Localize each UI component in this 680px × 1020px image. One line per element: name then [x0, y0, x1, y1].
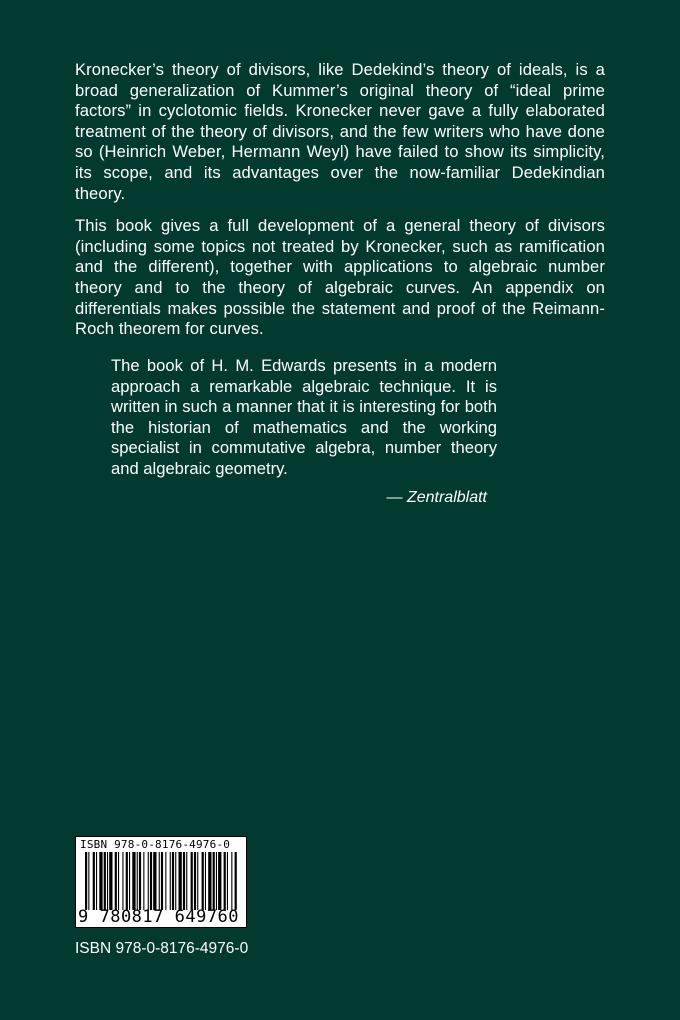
barcode-bar: [208, 852, 211, 910]
barcode-bar: [205, 852, 206, 910]
review-attribution: — Zentralblatt: [386, 488, 487, 506]
barcode-bar: [224, 852, 226, 910]
barcode-bar: [213, 852, 215, 910]
barcode-bar: [96, 852, 97, 910]
barcode-bar: [231, 852, 232, 910]
barcode-bar: [115, 852, 117, 910]
blurb-paragraph-2: This book gives a full development of a general theory of divisors (including some topics not treated by Kronecker, such as ramification and the different), together with applications to algebraic number theory and to the theory of algebraic curves. An appendix on differentials makes possible the statement and proof of the Reimann-Roch theorem for curves.: [75, 216, 605, 339]
barcode-bar: [183, 852, 185, 910]
barcode-bar: [170, 852, 171, 910]
barcode-bar: [165, 852, 166, 910]
isbn-barcode: [75, 836, 247, 928]
barcode-bar: [104, 852, 106, 910]
barcode-bar: [153, 852, 156, 910]
barcode-bar: [122, 852, 123, 910]
barcode-bar: [227, 852, 228, 910]
barcode-isbn-text: ISBN 978-0-8176-4976-0: [80, 838, 231, 851]
barcode-bar: [109, 852, 112, 910]
isbn-text: ISBN 978-0-8176-4976-0: [75, 940, 249, 957]
back-cover-blurb: [75, 60, 605, 352]
barcode-bar: [139, 852, 141, 910]
barcode-bar: [85, 852, 87, 910]
blurb-paragraph-1: Kronecker’s theory of divisors, like Dedekind’s theory of ideals, is a broad generalization of Kummer’s original theory of “ideal prime factors” in cyclotomic fields. Kronecker never gave a fully elaborated treatment of the theory of divisors, and the few writers who have done so (Heinrich Weber, Hermann Weyl) have failed to show its simplicity, its scope, and its advantages over the now-familiar Dedekindian theory.: [75, 60, 605, 203]
barcode-bar: [107, 852, 108, 910]
barcode-bar: [132, 852, 135, 910]
barcode-bar: [99, 852, 102, 910]
barcode-bar: [159, 852, 160, 910]
review-quote: [111, 356, 497, 507]
barcode-bar: [216, 852, 217, 910]
barcode-bar: [143, 852, 144, 910]
barcode-bar: [179, 852, 182, 910]
barcode-bar: [186, 852, 187, 910]
barcode-bar: [93, 852, 95, 910]
barcode-bar: [150, 852, 152, 910]
barcode-bar: [197, 852, 198, 910]
barcode-bar: [88, 852, 89, 910]
barcode-digits: 9 780817 649760: [78, 907, 240, 927]
barcode-bar: [235, 852, 237, 910]
barcode-bar: [194, 852, 196, 910]
barcode-bar: [148, 852, 149, 910]
barcode-bars: [79, 852, 243, 910]
barcode-bar: [118, 852, 119, 910]
barcode-bar: [175, 852, 176, 910]
barcode-bar: [161, 852, 163, 910]
barcode-bar: [218, 852, 221, 910]
review-text: The book of H. M. Edwards presents in a modern approach a remarkable algebraic technique. It is written in such a manner that it is interesting for both the historian of mathematics and the working specialist in commutative algebra, number theory and algebraic geometry.: [111, 356, 497, 478]
barcode-bar: [126, 852, 128, 910]
barcode-bar: [202, 852, 204, 910]
barcode-bar: [137, 852, 138, 910]
barcode-bar: [129, 852, 130, 910]
barcode-bar: [191, 852, 193, 910]
barcode-bar: [172, 852, 174, 910]
